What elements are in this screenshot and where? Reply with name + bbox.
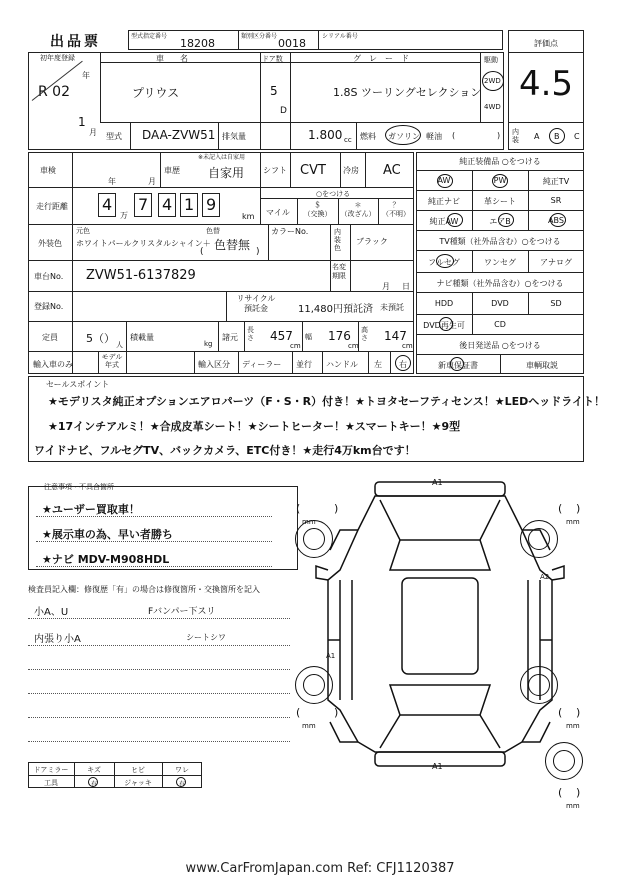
wheel-icon	[295, 666, 333, 704]
class-num-label: 類別区分番号	[241, 33, 278, 40]
first-reg-month: 1	[78, 115, 86, 129]
reg-no-label: 登録No.	[34, 302, 64, 311]
displacement-value: 1.800	[308, 128, 343, 142]
damage-mark: A1	[326, 652, 336, 660]
note-line: ★ナビ MDV-M908HDL	[42, 553, 170, 566]
recycle-amount: 11,480円預託済	[298, 304, 373, 315]
original-color: ホワイトパールクリスタルシャイン＋	[76, 239, 211, 248]
door-value: 5	[270, 84, 278, 98]
damage-mark: A1	[432, 478, 443, 487]
model-year-label: モデル 年式	[101, 353, 123, 369]
interior-color: ブラック	[356, 237, 388, 246]
model-num-value: 18208	[180, 37, 215, 50]
mileage-label: 走行距離	[36, 202, 68, 211]
inspection-label: 車検	[40, 166, 56, 175]
drive-label: 駆動	[484, 56, 498, 64]
capacity-label: 定員	[42, 333, 58, 342]
fuel-value: ガソリン	[388, 132, 420, 141]
genuine-label: 純正装備品 ○をつける	[459, 157, 541, 166]
exterior-label: 外装色	[38, 239, 62, 248]
score-label: 評価点	[534, 39, 558, 48]
car-name-label: 車名	[156, 54, 204, 63]
usage-value: 自家用	[208, 166, 245, 180]
dims-label: 諸元	[222, 333, 238, 342]
mileage-digit: 4	[162, 195, 173, 214]
later-label: 後日発送品 ○をつける	[459, 341, 541, 350]
first-reg-year: R 02	[38, 84, 70, 100]
interior-label: 内装	[512, 128, 519, 144]
drive-2wd: 2WD	[484, 77, 501, 85]
sales-line: ★モデリスタ純正オプションエアロパーツ（F・S・R）付き！★トヨタセーフティセンス！★LEDヘッドライト！	[48, 395, 605, 408]
import-type-label: 輸入区分	[198, 360, 230, 369]
score-value: 4.5	[518, 64, 574, 104]
sales-line: ワイドナビ、フルセグTV、バックカメラ、ETC付き！★走行4万km台です！	[34, 444, 416, 457]
unknown-option: ？ （不明）	[382, 201, 410, 218]
interior-grade: B	[554, 132, 560, 141]
spare-wheel-icon	[545, 742, 583, 780]
car-name-value: プリウス	[132, 86, 180, 100]
width-value: 176	[328, 329, 351, 343]
interior-color-label: 内装色	[334, 228, 341, 252]
wheel-icon	[520, 666, 558, 704]
inspector-note: Fバンパー下スリ	[148, 607, 216, 617]
serial-label: シリアル番号	[322, 33, 358, 40]
exchange-option: ＄ （交換）	[303, 201, 332, 218]
capacity-value: 5（）	[86, 332, 115, 345]
color-change: 色替無	[214, 238, 251, 252]
inspector-note: 内張り小A	[34, 634, 81, 645]
type-value: DAA-ZVW51	[142, 128, 216, 142]
tampered-option: ＊ （改ざん）	[340, 201, 376, 218]
import-label: 輸入車のみ	[33, 360, 73, 369]
mileage-digit: 9	[206, 195, 217, 214]
tread-depth-unit: mm	[566, 802, 580, 810]
tread-depth-unit: mm	[566, 722, 580, 730]
first-reg-label: 初年度登録	[40, 54, 75, 62]
ac-label: 冷房	[343, 166, 359, 175]
class-num-value: 0018	[278, 37, 306, 50]
sales-label: セールスポイント	[46, 380, 110, 389]
chassis-value: ZVW51-6137829	[86, 268, 196, 283]
mileage-digit: 7	[138, 195, 149, 214]
grade-label: グレード	[353, 54, 417, 63]
inspector-label: 検査員記入欄：修復歴「有」の場合は修復箇所・交換箇所を記入	[28, 585, 260, 594]
usage-note: ※未記入は自家用	[198, 154, 246, 161]
note-line: ★ユーザー買取車！	[42, 503, 140, 516]
usage-label: 車歴	[164, 166, 180, 175]
inspector-note: 小A、U	[34, 607, 69, 618]
load-label: 積載量	[130, 333, 154, 342]
inspector-note: シートシワ	[186, 633, 226, 642]
tv-label: TV種類（社外品含む）○をつける	[439, 237, 561, 246]
footer-watermark: www.CarFromJapan.com Ref: CFJ1120387	[185, 861, 455, 876]
shift-value: CVT	[300, 163, 326, 178]
mileage-digit: 1	[184, 195, 195, 214]
tread-depth-unit: mm	[302, 518, 316, 526]
grade-value: 1.8S ツーリングセレクション	[333, 86, 482, 99]
type-label: 型式	[106, 132, 122, 141]
damage-mark: A1	[432, 762, 443, 771]
door-label: ドア数	[262, 55, 283, 63]
height-value: 147	[384, 329, 407, 343]
note-line: ★展示車の為、早い者勝ち	[42, 528, 173, 541]
damage-mark: A2	[540, 573, 550, 581]
model-num-label: 型式指定番号	[131, 33, 168, 40]
navi-label: ナビ種類（社外品含む）○をつける	[436, 279, 564, 288]
drive-4wd: 4WD	[484, 103, 501, 111]
length-value: 457	[270, 329, 293, 343]
name-change-label: 名変 期限	[332, 263, 346, 280]
handle-value: 右	[399, 360, 407, 369]
chassis-label: 車台No.	[34, 272, 64, 281]
tread-depth-unit: mm	[566, 518, 580, 526]
recycle-label: リサイクル 預託金	[236, 294, 276, 313]
sales-line: ★17インチアルミ！★合成皮革シート！★シートヒーター！★スマートキー！★9型	[48, 420, 461, 433]
handle-label: ハンドル	[326, 360, 358, 369]
fuel-label: 燃料	[360, 132, 376, 141]
circle-note: ○をつける	[316, 190, 351, 198]
notes-label: 注意事項・不具合箇所	[44, 483, 114, 491]
mileage-digit: 4	[102, 195, 113, 214]
color-no-label: カラーNo.	[271, 227, 309, 236]
sheet-title: 出品票	[50, 34, 101, 50]
mile-option: マイル	[266, 208, 290, 217]
tread-depth-unit: mm	[302, 722, 316, 730]
ac-value: AC	[383, 163, 401, 178]
displacement-label: 排気量	[222, 132, 246, 141]
shift-label: シフト	[263, 166, 287, 175]
wheel-icon	[520, 520, 558, 558]
